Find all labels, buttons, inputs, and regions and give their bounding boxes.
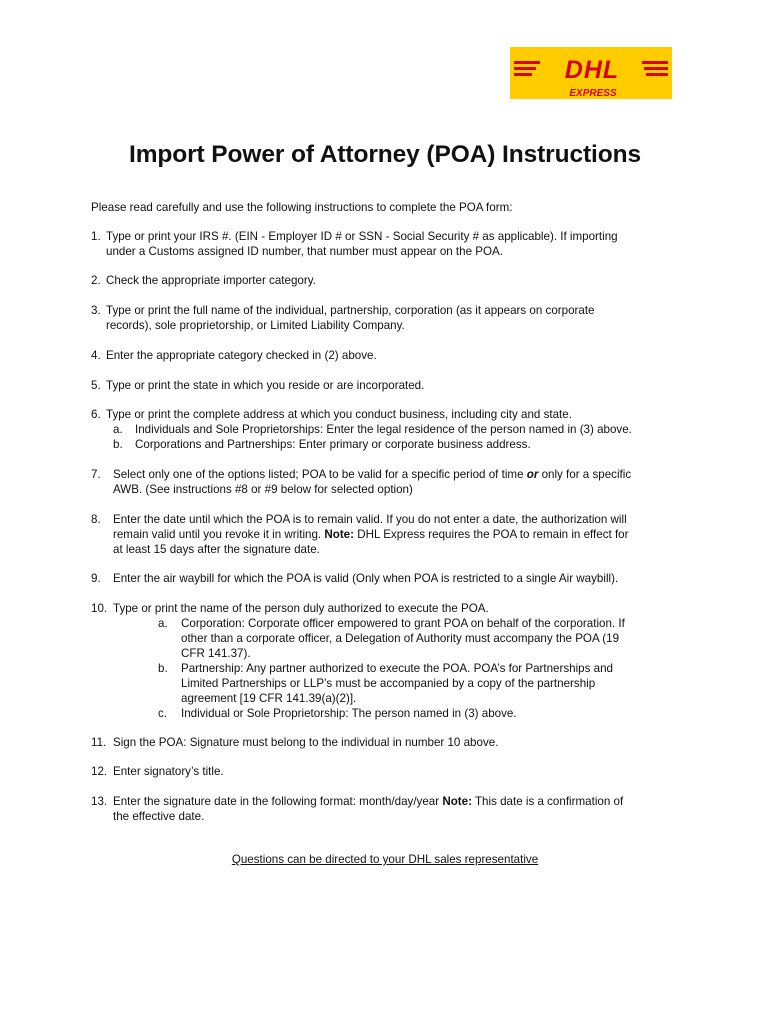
note-label: Note:: [442, 795, 472, 808]
footer-contact-note: Questions can be directed to your DHL sales representative: [231, 853, 539, 866]
emphasis-or: or: [526, 468, 539, 481]
dhl-express-logo: [510, 47, 672, 99]
intro-text: Please read carefully and use the following instructions to complete the POA form:: [91, 201, 513, 214]
logo-subtext: EXPRESS: [569, 88, 617, 99]
page-title: Import Power of Attorney (POA) Instructions: [128, 141, 642, 168]
logo-text: DHL: [564, 56, 620, 84]
note-label: Note:: [324, 528, 354, 541]
